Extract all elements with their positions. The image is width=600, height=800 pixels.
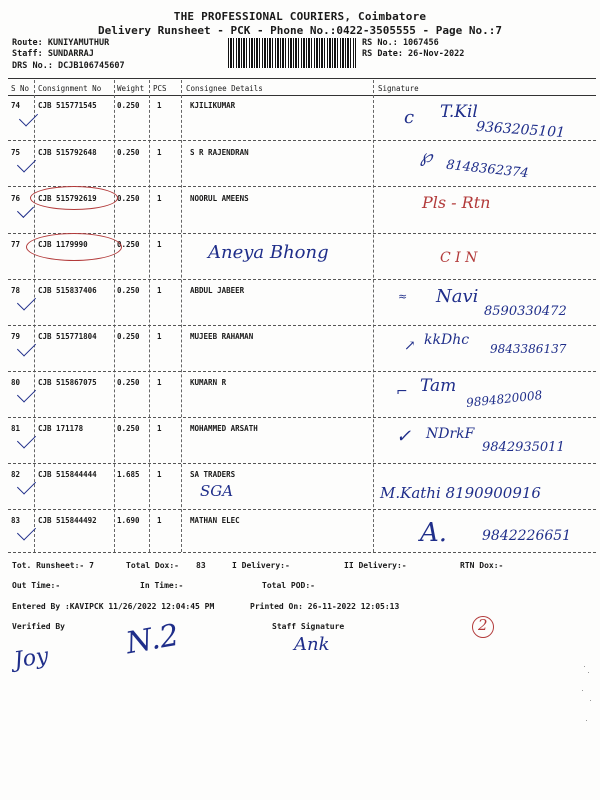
row-divider	[8, 463, 596, 464]
row-pcs: 1	[157, 148, 162, 157]
handwritten-mark: ⌐	[396, 384, 408, 400]
col-header-consignment: Consignment No	[38, 84, 102, 93]
total-pod-label: Total POD:-	[262, 581, 315, 590]
row-sno: 74	[11, 101, 21, 110]
checkmark-icon	[17, 201, 34, 218]
checkmark-icon	[19, 107, 38, 126]
handwritten-phone: 9843386137	[490, 342, 567, 356]
row-consignee: KJILIKUMAR	[190, 101, 236, 110]
row-weight: 0.250	[117, 240, 140, 249]
row-consignee: MATHAN ELEC	[190, 516, 240, 525]
row-consignment: CJB 515867075	[38, 378, 97, 387]
handwritten-consignee: SGA	[200, 482, 234, 500]
row-consignee: MOHAMMED ARSATH	[190, 424, 258, 433]
handwritten-mark: ≈	[398, 290, 408, 303]
scan-speck	[586, 720, 587, 721]
drs-number: DRS No.: DCJB106745607	[12, 61, 125, 71]
row-sno: 81	[11, 424, 21, 433]
handwritten-note: Pls - Rtn	[422, 193, 491, 212]
printed-on: Printed On: 26-11-2022 12:05:13	[250, 602, 400, 611]
handwritten-phone: 9363205101	[475, 118, 566, 142]
row-consignment: CJB 515771545	[38, 101, 97, 110]
row-consignee: MUJEEB RAHAMAN	[190, 332, 254, 341]
row-divider	[8, 509, 596, 510]
col-divider	[114, 80, 115, 552]
total-dox-value: 83	[196, 561, 206, 570]
handwritten-signature: NDrkF	[426, 426, 475, 442]
row-sno: 83	[11, 516, 21, 525]
handwritten-mark: ✓	[396, 426, 412, 447]
consignment-circle-mark	[30, 186, 118, 210]
table-top-rule	[8, 78, 596, 79]
row-consignment: CJB 515844444	[38, 470, 97, 479]
staff-label: Staff: SUNDARRAJ	[12, 49, 94, 59]
row-consignment: CJB 515792619	[38, 194, 97, 203]
barcode	[228, 38, 356, 68]
row-consignee: ABDUL JABEER	[190, 286, 245, 295]
row-divider	[8, 417, 596, 418]
row-divider	[8, 371, 596, 372]
rs-number: RS No.: 1067456	[362, 38, 439, 48]
row-pcs: 1	[157, 240, 162, 249]
total-dox-label: Total Dox:-	[126, 561, 179, 570]
handwritten-signature: Tam	[420, 376, 457, 396]
row-weight: 1.690	[117, 516, 140, 525]
row-weight: 0.250	[117, 332, 140, 341]
handwritten-phone: 8148362374	[445, 157, 530, 182]
row-pcs: 1	[157, 194, 162, 203]
handwritten-phone: 9894820008	[465, 388, 543, 410]
row-consignment: CJB 515771804	[38, 332, 97, 341]
verifier-signature: N.2	[123, 617, 182, 662]
scan-speck	[590, 700, 591, 701]
row-weight: 0.250	[117, 286, 140, 295]
col-header-sno: S No	[11, 84, 30, 93]
col-header-consignee: Consignee Details	[186, 84, 263, 93]
row-consignment: CJB 515792648	[38, 148, 97, 157]
handwritten-signature: Navi	[436, 286, 479, 307]
handwritten-mark: c	[404, 107, 415, 128]
row-consignment: CJB 515837406	[38, 286, 97, 295]
row-consignment: CJB 1179990	[38, 240, 88, 249]
runsheet-subtitle: Delivery Runsheet - PCK - Phone No.:0422-3505555 - Page No.:7	[98, 24, 502, 37]
handwritten-note: C I N	[440, 250, 478, 266]
handwritten-consignee: Aneya Bhong	[208, 242, 329, 263]
col-divider	[149, 80, 150, 552]
row-weight: 0.250	[117, 101, 140, 110]
row-pcs: 1	[157, 424, 162, 433]
row-weight: 0.250	[117, 378, 140, 387]
scan-speck	[588, 672, 589, 673]
row-weight: 0.250	[117, 424, 140, 433]
staff-signature-label: Staff Signature	[272, 622, 345, 631]
col-header-signature: Signature	[378, 84, 419, 93]
scan-speck	[582, 690, 583, 691]
row-divider	[8, 279, 596, 280]
rtn-dox-label: RTN Dox:-	[460, 561, 504, 570]
row-weight: 0.250	[117, 194, 140, 203]
row-weight: 1.685	[117, 470, 140, 479]
row-consignment: CJB 515844492	[38, 516, 97, 525]
row-sno: 77	[11, 240, 21, 249]
handwritten-signature: M.Kathi 8190900916	[380, 484, 541, 502]
company-title: THE PROFESSIONAL COURIERS, Coimbatore	[173, 10, 427, 23]
in-time-label: In Time:-	[140, 581, 184, 590]
row-consignee: KUMARN R	[190, 378, 227, 387]
row-sno: 76	[11, 194, 21, 203]
row-consignment: CJB 171178	[38, 424, 84, 433]
total-runsheet: Tot. Runsheet:- 7	[12, 561, 94, 570]
consignment-circle-mark	[26, 233, 122, 261]
scan-speck	[584, 666, 585, 667]
staff-signature: Ank	[294, 634, 330, 655]
entered-by: Entered By :KAVIPCK 11/26/2022 12:04:45 PM	[12, 602, 215, 611]
rs-date: RS Date: 26-Nov-2022	[362, 49, 465, 59]
col-header-weight: Weight	[117, 84, 145, 93]
handwritten-signature: ℘	[420, 146, 433, 167]
second-delivery-label: II Delivery:-	[344, 561, 407, 570]
table-header-rule	[8, 95, 596, 96]
row-sno: 80	[11, 378, 21, 387]
verified-by-label: Verified By	[12, 622, 65, 631]
row-pcs: 1	[157, 378, 162, 387]
col-divider	[373, 80, 374, 552]
first-delivery-label: I Delivery:-	[232, 561, 290, 570]
row-sno: 78	[11, 286, 21, 295]
row-weight: 0.250	[117, 148, 140, 157]
row-pcs: 1	[157, 332, 162, 341]
row-divider	[8, 140, 596, 141]
col-header-pcs: PCS	[153, 84, 167, 93]
row-divider	[8, 325, 596, 326]
row-consignee: S R RAJENDRAN	[190, 148, 249, 157]
handwritten-phone: 9842935011	[482, 440, 565, 455]
row-sno: 75	[11, 148, 21, 157]
page-mark-number: 2	[478, 616, 488, 634]
row-consignee: NOORUL AMEENS	[190, 194, 249, 203]
verifier-signature: Joy	[12, 643, 51, 674]
handwritten-phone: 8590330472	[484, 304, 567, 319]
route-label: Route: KUNIYAMUTHUR	[12, 38, 110, 48]
row-pcs: 1	[157, 101, 162, 110]
row-sno: 79	[11, 332, 21, 341]
handwritten-signature: kkDhc	[424, 332, 470, 348]
row-pcs: 1	[157, 470, 162, 479]
row-consignee: SA TRADERS	[190, 470, 236, 479]
row-pcs: 1	[157, 516, 162, 525]
row-sno: 82	[11, 470, 21, 479]
handwritten-signature: A.	[420, 518, 448, 548]
handwritten-signature: T.Kil	[440, 102, 478, 122]
row-pcs: 1	[157, 286, 162, 295]
out-time-label: Out Time:-	[12, 581, 61, 590]
handwritten-mark: ↗	[404, 338, 416, 354]
col-divider	[181, 80, 182, 552]
table-bottom-rule	[8, 552, 596, 553]
handwritten-phone: 9842226651	[482, 528, 572, 544]
